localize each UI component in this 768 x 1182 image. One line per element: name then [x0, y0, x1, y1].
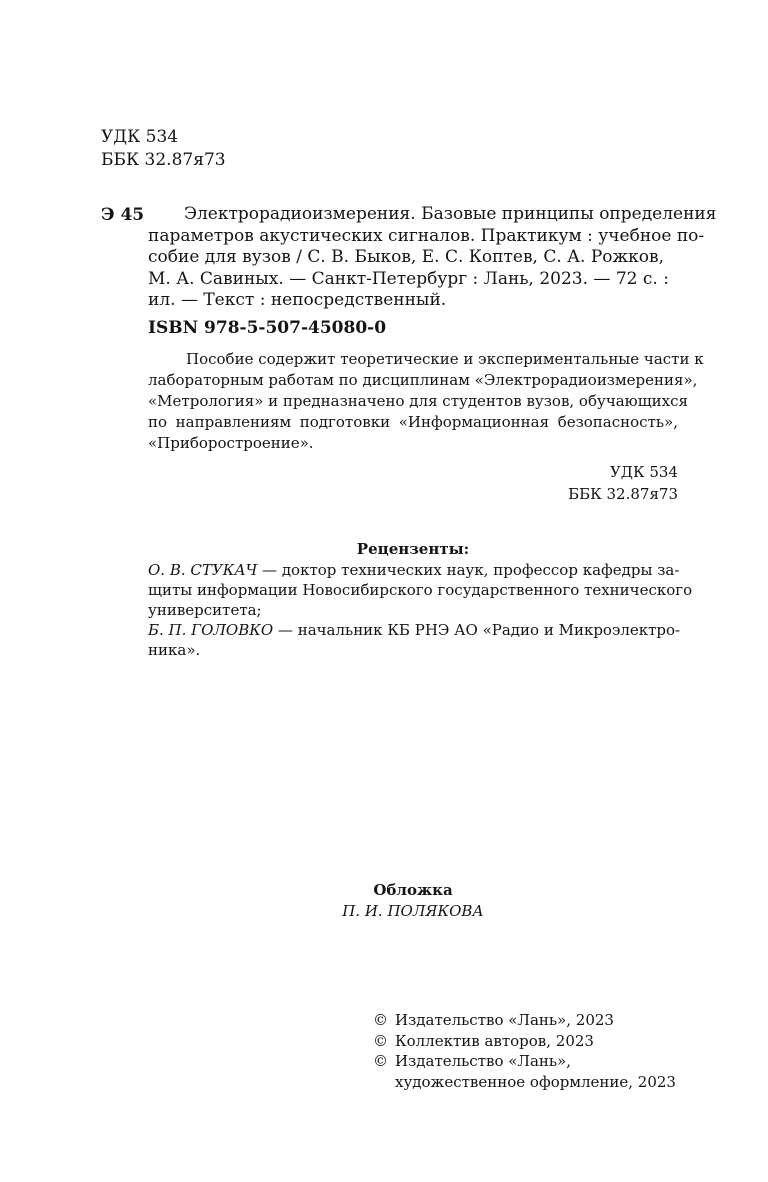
- copyright-icon: ©: [373, 1031, 388, 1050]
- cover-designer: П. И. ПОЛЯКОВА: [342, 902, 484, 920]
- reviewer-2: [148, 620, 681, 640]
- reviewer-2-cont: ника».: [148, 641, 201, 659]
- reviewer-2-name: Б. П. ГОЛОВКО: [148, 621, 274, 639]
- udk-code: УДК 534: [101, 127, 179, 147]
- biblio-line: Электрорадиоизмерения. Базовые принципы определения: [184, 204, 717, 224]
- reviewer-1-cont: университета;: [148, 601, 262, 619]
- bbk-code: ББК 32.87я73: [101, 150, 226, 170]
- copyright-text: Издательство «Лань»,: [395, 1052, 572, 1070]
- reviewer-1: [148, 560, 678, 580]
- copyright-text-cont: художественное оформление, 2023: [395, 1072, 676, 1091]
- biblio-line: М. А. Савиных. — Санкт-Петербург : Лань, 2023. — 72 с. :: [148, 268, 669, 289]
- abstract: [148, 349, 704, 454]
- reviewer-1-name: О. В. СТУКАЧ: [148, 561, 258, 579]
- bibliographic-record: [148, 204, 717, 312]
- udk-top-block: [101, 126, 226, 172]
- cover-heading: Обложка: [373, 881, 453, 899]
- copyright-line: [373, 1051, 676, 1072]
- copyright-line: [373, 1031, 676, 1052]
- reviewer-2-text: — начальник КБ РНЭ АО «Радио и Микроэлектро-: [273, 621, 681, 639]
- bbk-code-right: ББК 32.87я73: [568, 485, 678, 503]
- abstract-line: лабораторным работам по дисциплинам «Электрорадиоизмерения»,: [148, 371, 698, 389]
- copyright-text: Коллектив авторов, 2023: [395, 1031, 594, 1050]
- udk-right-block: [568, 461, 678, 505]
- biblio-line: собие для вузов / С. В. Быков, Е. С. Коптев, С. А. Рожков,: [148, 247, 664, 267]
- isbn: ISBN 978-5-507-45080-0: [148, 318, 387, 338]
- udk-code-right: УДК 534: [609, 463, 678, 481]
- copyright-text: Издательство «Лань», 2023: [395, 1011, 614, 1029]
- reviewer-1-text: — доктор технических наук, профессор кафедры за-: [257, 561, 680, 579]
- reviewers-heading: Рецензенты:: [356, 540, 470, 558]
- abstract-line: «Метрология» и предназначено для студентов вузов, обучающихся: [148, 392, 689, 410]
- copyright-line: [373, 1010, 676, 1031]
- abstract-line: Пособие содержит теоретические и экспериментальные части к: [186, 350, 704, 368]
- reviewers-list: [148, 560, 693, 660]
- reviewer-1-cont: щиты информации Новосибирского государственного технического: [148, 581, 693, 599]
- copyright-icon: ©: [373, 1052, 388, 1070]
- biblio-line: параметров акустических сигналов. Практикум : учебное по-: [148, 225, 705, 246]
- biblio-line: ил. — Текст : непосредственный.: [148, 290, 447, 310]
- abstract-line: по направлениям подготовки «Информационная безопасность»,: [148, 413, 678, 431]
- copyright-icon: ©: [373, 1011, 388, 1029]
- copyright-block: [373, 1010, 676, 1092]
- author-mark: Э 45: [101, 205, 145, 225]
- abstract-line: «Приборостроение».: [148, 434, 314, 452]
